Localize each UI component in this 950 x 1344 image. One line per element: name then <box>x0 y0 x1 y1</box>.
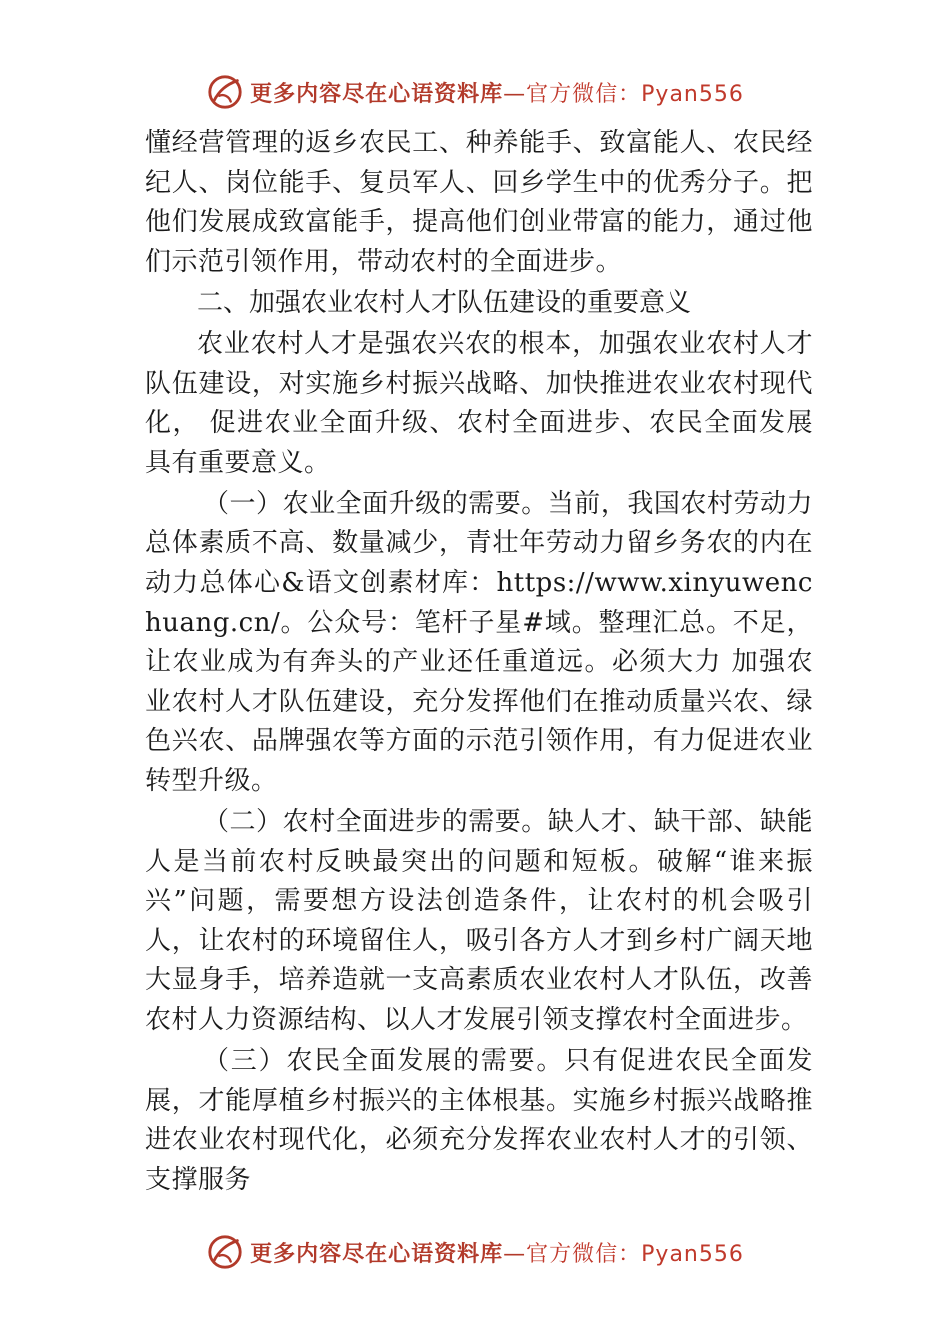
document-body <box>145 124 813 1201</box>
brush-logo-icon <box>206 73 244 111</box>
banner-text <box>250 1237 744 1268</box>
paragraph-continuation: 懂经营管理的返乡农民工、种养能手、致富能人、农民经纪人、岗位能手、复员军人、回乡学生中的优秀分子。把他们发展成致富能手，提高他们创业带富的能力，通过他们示范引领作用，带动农村的全面进步。 <box>145 128 813 277</box>
banner-wechat-id: Pyan556 <box>641 1241 744 1267</box>
banner-main-text: 更多内容尽在心语资料库 <box>250 81 504 107</box>
paragraph-item-2: （二）农村全面进步的需要。缺人才、缺干部、缺能人是当前农村反映最突出的问题和短板。破解“谁来振兴”问题，需要想方设法创造条件，让农村的机会吸引人，让农村的环境留住人，吸引各方人才到乡村广阔天地大显身手，培养造就一支高素质农业农村人才队伍，改善农村人力资源结构、以人才发展引领支撑农村全面进步。 <box>145 807 813 1036</box>
banner-label: 官方微信： <box>526 81 642 107</box>
banner-main-text: 更多内容尽在心语资料库 <box>250 1241 504 1267</box>
paragraph-item-1: （一）农业全面升级的需要。当前，我国农村劳动力总体素质不高、数量减少，青壮年劳动力留乡务农的内在动力总体心&语文创素材库：https://www.xinyuwenchuang.cn/。公众号：笔杆子星#域。整理汇总。不足，让农业成为有奔头的产业还任重道远。必须大力 加强农业农村人才队伍建设，充分发挥他们在推动质量兴农、绿色兴农、品牌强农等方面的示范引领作用，有力促进农业 转型升级。 <box>145 488 813 796</box>
paragraph-item-3: （三）农民全面发展的需要。只有促进农民全面发展，才能厚植乡村振兴的主体根基。实施乡村振兴战略推进农业农村现代化，必须充分发挥农业农村人才的引领、支撑服务 <box>145 1046 813 1195</box>
brush-logo-icon <box>206 1233 244 1271</box>
banner-wechat-id: Pyan556 <box>641 81 744 107</box>
banner-label: 官方微信： <box>526 1241 642 1267</box>
banner-text <box>250 77 744 108</box>
paragraph-intro: 农业农村人才是强农兴农的根本，加强农业农村人才队伍建设，对实施乡村振兴战略、加快推进农业农村现代化， 促进农业全面升级、农村全面进步、农民全面发展具有重要意义。 <box>145 328 813 478</box>
header-banner <box>0 72 950 112</box>
section-heading: 二、加强农业农村人才队伍建设的重要意义 <box>197 287 692 318</box>
banner-dash: — <box>503 1241 527 1267</box>
banner-dash: — <box>503 81 527 107</box>
footer-banner <box>0 1232 950 1272</box>
